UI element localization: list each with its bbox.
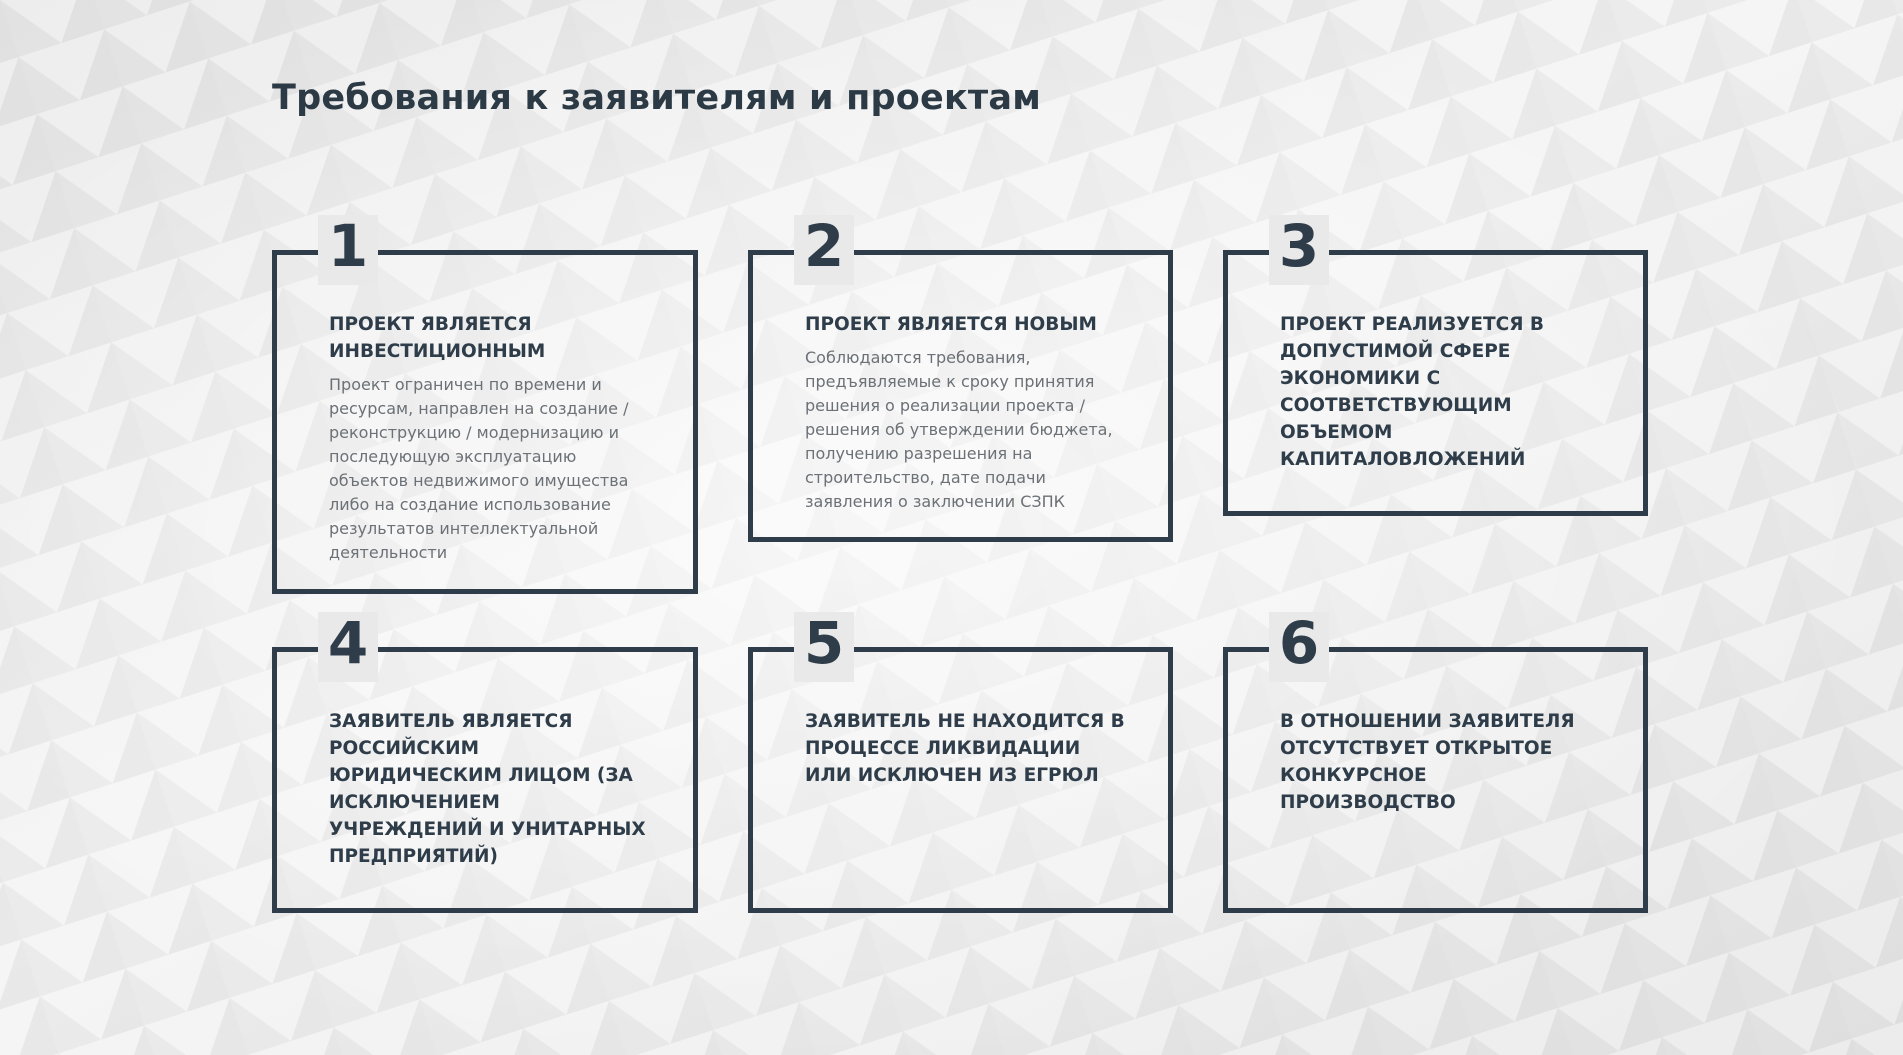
card-title: ПРОЕКТ РЕАЛИЗУЕТСЯ В ДОПУСТИМОЙ СФЕРЕ ЭКОНОМИКИ С СООТВЕТСТВУЮЩИМ ОБЪЕМОМ КАПИТАЛОВЛОЖЕНИЙ	[1280, 314, 1544, 470]
requirement-card-5	[748, 609, 1173, 913]
requirement-card-3	[1223, 212, 1648, 516]
requirement-card-1	[272, 212, 698, 594]
requirement-card-6	[1223, 609, 1648, 913]
card-body	[1280, 311, 1603, 473]
card-number: 6	[1269, 612, 1329, 682]
requirement-card-4	[272, 609, 698, 913]
card-description: Проект ограничен по времени и ресурсам, направлен на создание / реконструкцию / модернизацию и последующую эксплуатацию объектов недвижимого имущества либо на создание использование результатов интеллектуальной деятельности	[329, 375, 629, 562]
card-number: 1	[318, 215, 378, 285]
card-title: В ОТНОШЕНИИ ЗАЯВИТЕЛЯ ОТСУТСТВУЕТ ОТКРЫТОЕ КОНКУРСНОЕ ПРОИЗВОДСТВО	[1280, 711, 1575, 813]
card-number: 2	[794, 215, 854, 285]
card-description: Соблюдаются требования, предъявляемые к сроку принятия решения о реализации проекта / решения об утверждении бюджета, получению разрешения на строительство, дате подачи заявления о заключении СЗПК	[805, 348, 1113, 511]
card-title: ЗАЯВИТЕЛЬ ЯВЛЯЕТСЯ РОССИЙСКИМ ЮРИДИЧЕСКИМ ЛИЦОМ (ЗА ИСКЛЮЧЕНИЕМ УЧРЕЖДЕНИЙ И УНИТАРНЫХ ПРЕДПРИЯТИЙ)	[329, 711, 646, 867]
card-number: 5	[794, 612, 854, 682]
card-number: 3	[1269, 215, 1329, 285]
card-title: ЗАЯВИТЕЛЬ НЕ НАХОДИТСЯ В ПРОЦЕССЕ ЛИКВИДАЦИИ ИЛИ ИСКЛЮЧЕН ИЗ ЕГРЮЛ	[805, 711, 1125, 786]
card-number: 4	[318, 612, 378, 682]
card-title: ПРОЕКТ ЯВЛЯЕТСЯ ИНВЕСТИЦИОННЫМ	[329, 314, 546, 362]
card-body	[1280, 708, 1603, 816]
card-body	[329, 708, 653, 870]
card-body	[805, 311, 1128, 514]
card-title: ПРОЕКТ ЯВЛЯЕТСЯ НОВЫМ	[805, 314, 1097, 335]
card-body	[329, 311, 653, 565]
card-body	[805, 708, 1128, 789]
requirement-card-2	[748, 212, 1173, 542]
page-title: Требования к заявителям и проектам	[272, 78, 1042, 118]
